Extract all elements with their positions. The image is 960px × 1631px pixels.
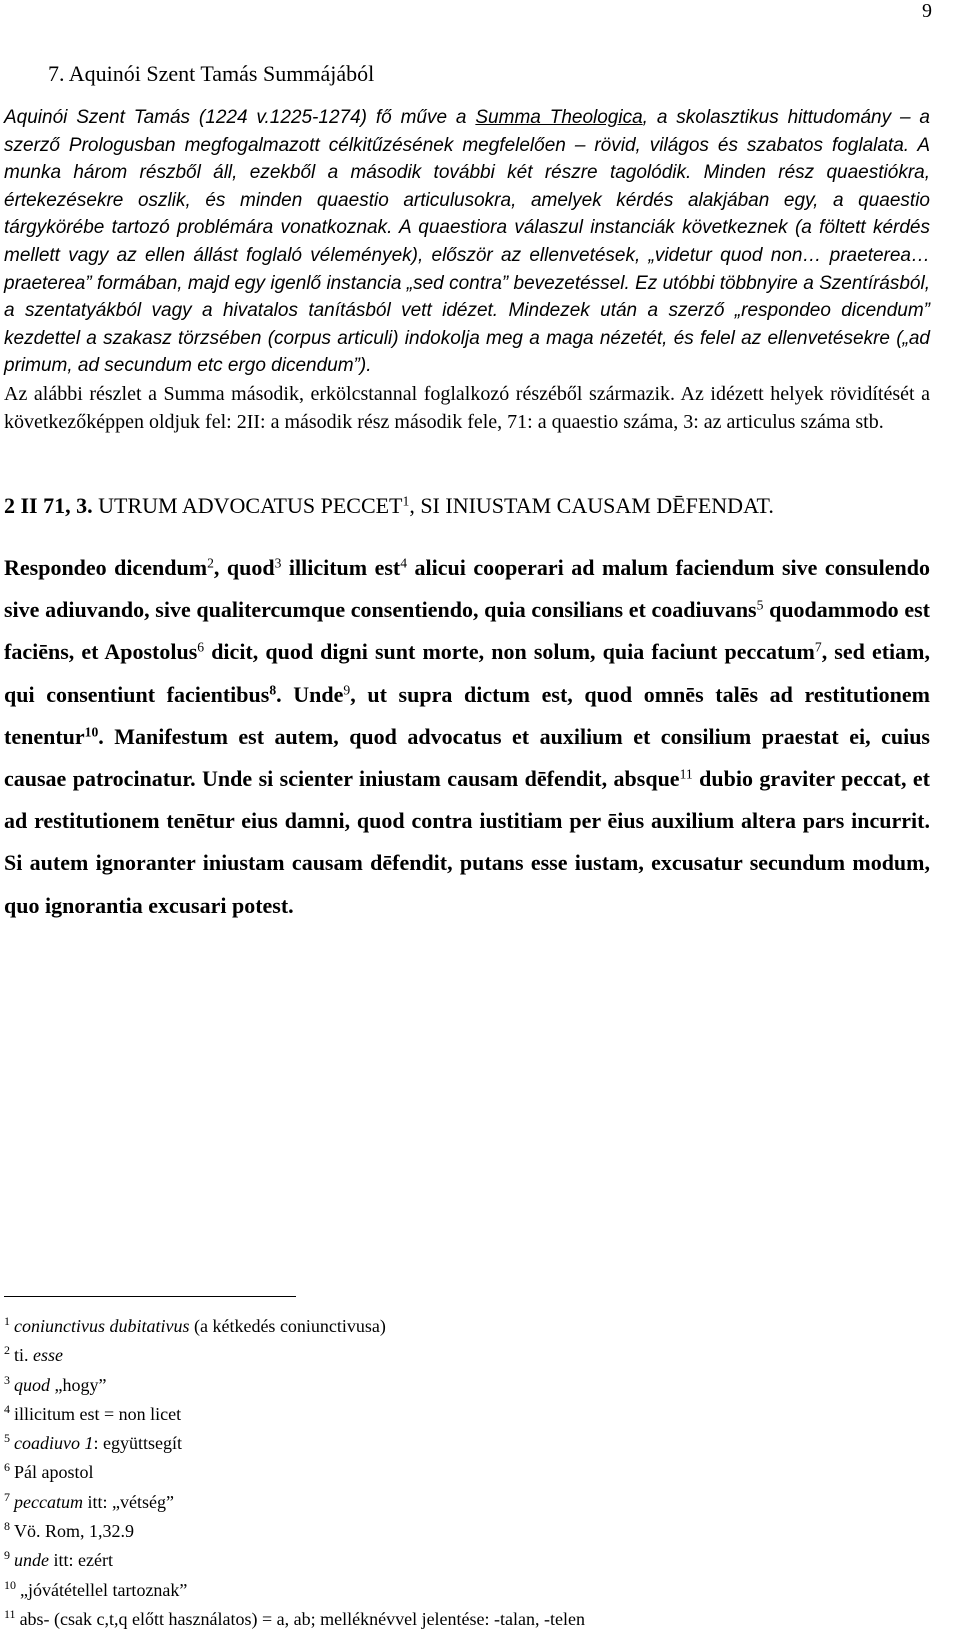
footnote-11 xyxy=(4,1602,924,1631)
footnote-text: „hogy” xyxy=(50,1374,107,1395)
footnote-ref-1: 1 xyxy=(402,493,410,509)
footnote-mark: 7 xyxy=(4,1489,10,1504)
latin-text: , quod xyxy=(213,554,275,580)
footnote-ref-4: 4 xyxy=(400,555,408,571)
footnote-7 xyxy=(4,1485,924,1514)
footnote-text: ti. xyxy=(14,1345,34,1366)
section-title: 7. Aquinói Szent Tamás Summájából xyxy=(48,61,375,86)
footnote-6 xyxy=(4,1455,924,1484)
footnote-mark: 6 xyxy=(4,1460,10,1475)
footnote-1 xyxy=(4,1309,924,1338)
page-number: 9 xyxy=(922,0,932,22)
footnote-3 xyxy=(4,1368,924,1397)
footnote-separator xyxy=(4,1296,296,1297)
footnote-5 xyxy=(4,1426,924,1455)
footnote-10 xyxy=(4,1573,924,1602)
article-reference: 2 II 71, 3. xyxy=(4,492,93,518)
footnote-text: „jóvátétellel tartoznak” xyxy=(20,1579,188,1600)
footnote-term: esse xyxy=(33,1345,64,1366)
latin-text: , sed etiam, qui consentiunt facientibus xyxy=(4,639,930,707)
article-title-a: UTRUM ADVOCATUS PECCET xyxy=(92,492,403,518)
footnote-term: coadiuvo 1 xyxy=(14,1433,94,1454)
footnote-term: peccatum xyxy=(14,1491,83,1512)
latin-text: dicit, quod digni sunt morte, non solum, quia faciunt peccatum xyxy=(204,639,815,665)
footnote-mark: 1 xyxy=(4,1314,10,1328)
latin-passage xyxy=(4,547,930,927)
latin-text: . Manifestum est autem, quod advocatus et auxilium et consilium praestat ei, cuius causae patrocinatur. Unde si scienter iniustam causam dēfendit, absque xyxy=(4,723,930,791)
footnote-9 xyxy=(4,1543,924,1572)
footnote-term: coniunctivus dubitativus xyxy=(14,1316,190,1336)
note-paragraph: Az alábbi részlet a Summa második, erkölcstannal foglalkozó részéből származik. Az idézett helyek rövidítését a következőképpen oldjuk fel: 2II: a második rész második fele, 71: a quaestio száma, 3: az articulus száma stb. xyxy=(4,382,930,434)
latin-text: quodammodo est faciēns, et Apostolus xyxy=(4,597,930,665)
intro-paragraph xyxy=(4,104,930,380)
article-heading xyxy=(4,491,930,521)
footnote-ref-11: 11 xyxy=(679,766,693,782)
footnote-ref-3: 3 xyxy=(274,555,282,571)
footnote-ref-8: 8 xyxy=(269,682,277,698)
footnote-8 xyxy=(4,1514,924,1543)
footnote-mark: 5 xyxy=(4,1431,10,1446)
latin-text: Respondeo dicendum xyxy=(4,554,208,580)
latin-text: alicui cooperari ad malum faciendum sive consulendo sive adiuvando, sive qualitercumque consentiendo, quia consilians et coadiuvans xyxy=(4,554,931,623)
article-title-b: , SI INIUSTAM CAUSAM DĒFENDAT. xyxy=(409,492,774,518)
footnote-text: itt: „vétség” xyxy=(82,1491,174,1512)
intro-text-1: Aquinói Szent Tamás (1224 v.1225-1274) fő műve a xyxy=(4,107,476,128)
footnote-text: itt: ezért xyxy=(49,1550,113,1571)
footnote-text: : együttsegít xyxy=(93,1433,182,1454)
footnote-ref-10: 10 xyxy=(84,724,99,740)
footnote-term: quod xyxy=(14,1374,50,1395)
summa-title: Summa Theologica xyxy=(475,107,643,128)
footnote-text: illicitum est = non licet xyxy=(14,1403,182,1424)
intro-text-2: , a skolasztikus hittudomány – a szerző Prologusban megfogalmazott célkitűzésének megfelelően – rövid, világos és szabatos foglalata. xyxy=(4,107,930,156)
intro-text-3: A munka három részből áll, ezekből a második további két részre tagolódik. Minden rész quaestiókra, értekezésekre oszlik, és minden quaestio articulusokra, amelyek kérdés alakjában egy, a quaestio tárgykörébe tartozó problémára vonatkoznak. A quaestiora válaszul instanciák következnek (a föltett kérdés mellett vagy az ellen állást foglaló vélemények), először az ellenvetések, „videtur quod non… praeterea… praeterea” formában, majd egy igenlő instancia „sed contra” bevezetéssel. Ez utóbbi többnyire a Szentírásból, a szentatyákból vagy a hivatalos tanításból vett idézet. Mindezek után a szerző „respondeo dicendum” kezdettel a szakasz törzsében (corpus articuli) indokolja meg a maga nézetét, és felel az ellenvetésekre („ad primum, ad secundum etc ergo dicendum”). xyxy=(4,134,930,377)
footnote-text: abs- (csak c,t,q előtt használatos) = a, ab; melléknévvel jelentése: -talan, -telen xyxy=(19,1608,585,1629)
footnote-ref-9: 9 xyxy=(343,682,351,698)
document-body xyxy=(4,58,930,927)
footnote-text: (a kétkedés coniunctivusa) xyxy=(189,1316,386,1336)
footnote-2 xyxy=(4,1338,924,1367)
footnote-ref-7: 7 xyxy=(814,639,822,655)
footnote-text: Vö. Rom, 1,32.9 xyxy=(14,1521,135,1542)
footnote-mark: 3 xyxy=(4,1372,10,1387)
footnote-mark: 10 xyxy=(4,1577,16,1592)
footnote-mark: 11 xyxy=(4,1606,16,1621)
footnote-ref-6: 6 xyxy=(197,639,205,655)
footnote-mark: 2 xyxy=(4,1343,10,1358)
latin-text: , ut supra dictum est, quod omnēs talēs ad restitutionem tenentur xyxy=(4,681,930,749)
footnotes xyxy=(4,1309,924,1631)
footnote-ref-2: 2 xyxy=(207,555,214,571)
latin-text: . Unde xyxy=(276,681,344,707)
footnote-mark: 9 xyxy=(4,1548,10,1563)
latin-text: illicitum est xyxy=(281,554,401,580)
footnote-4 xyxy=(4,1397,924,1426)
footnote-mark: 8 xyxy=(4,1519,10,1534)
footnote-term: unde xyxy=(14,1550,49,1571)
footnote-mark: 4 xyxy=(4,1401,10,1416)
footnote-ref-5: 5 xyxy=(756,597,764,613)
latin-text: dubio graviter peccat, et ad restitutionem tenētur eius damni, quod contra iustitiam per ēius auxilium altera pars incurrit. Si autem ignoranter iniustam causam dēfendit, putans esse iustam, excusatur secundum modum, quo ignorantia excusari potest. xyxy=(4,765,930,918)
footnote-text: Pál apostol xyxy=(14,1462,94,1483)
